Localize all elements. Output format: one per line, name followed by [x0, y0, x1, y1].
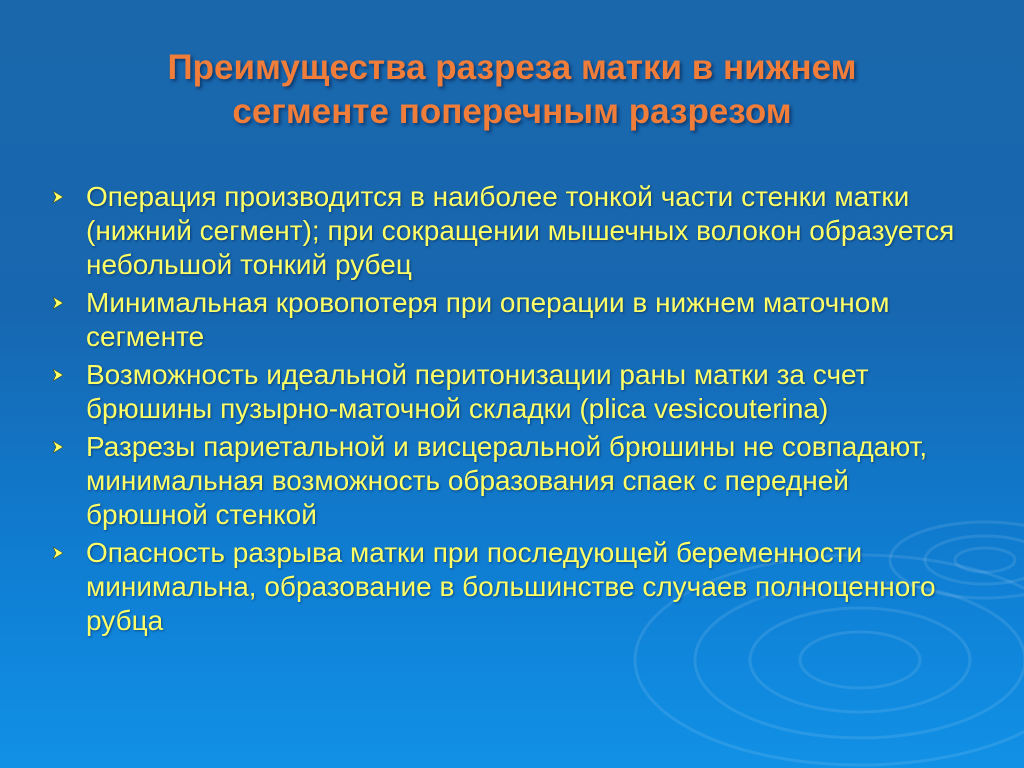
slide-title — [60, 46, 964, 134]
bullet-list — [48, 180, 978, 642]
bullet-item — [48, 358, 978, 426]
bullet-text: Минимальная кровопотеря при операции в нижнем маточном сегменте — [86, 287, 890, 352]
arrowhead-icon — [50, 439, 66, 455]
arrowhead-icon — [50, 189, 66, 205]
bullet-item — [48, 430, 978, 532]
bullet-text: Опасность разрыва матки при последующей беременности минимальна, образование в большинстве случаев полноценного рубца — [86, 537, 936, 636]
bullet-item — [48, 536, 978, 638]
bullet-item — [48, 180, 978, 282]
arrowhead-icon — [50, 367, 66, 383]
slide-title-line-2: сегменте поперечным разрезом — [232, 92, 792, 131]
arrowhead-icon — [50, 295, 66, 311]
bullet-text: Возможность идеальной перитонизации раны матки за счет брюшины пузырно-маточной складки (plica vesicouterina) — [86, 359, 869, 424]
arrowhead-icon — [50, 545, 66, 561]
slide-title-line-1: Преимущества разреза матки в нижнем — [167, 48, 857, 87]
bullet-text: Разрезы париетальной и висцеральной брюшины не совпадают, минимальная возможность образования спаек с передней брюшной стенкой — [86, 431, 928, 530]
bullet-text: Операция производится в наиболее тонкой части стенки матки (нижний сегмент); при сокращении мышечных волокон образуется небольшой тонкий рубец — [86, 181, 955, 280]
bullet-item — [48, 286, 978, 354]
